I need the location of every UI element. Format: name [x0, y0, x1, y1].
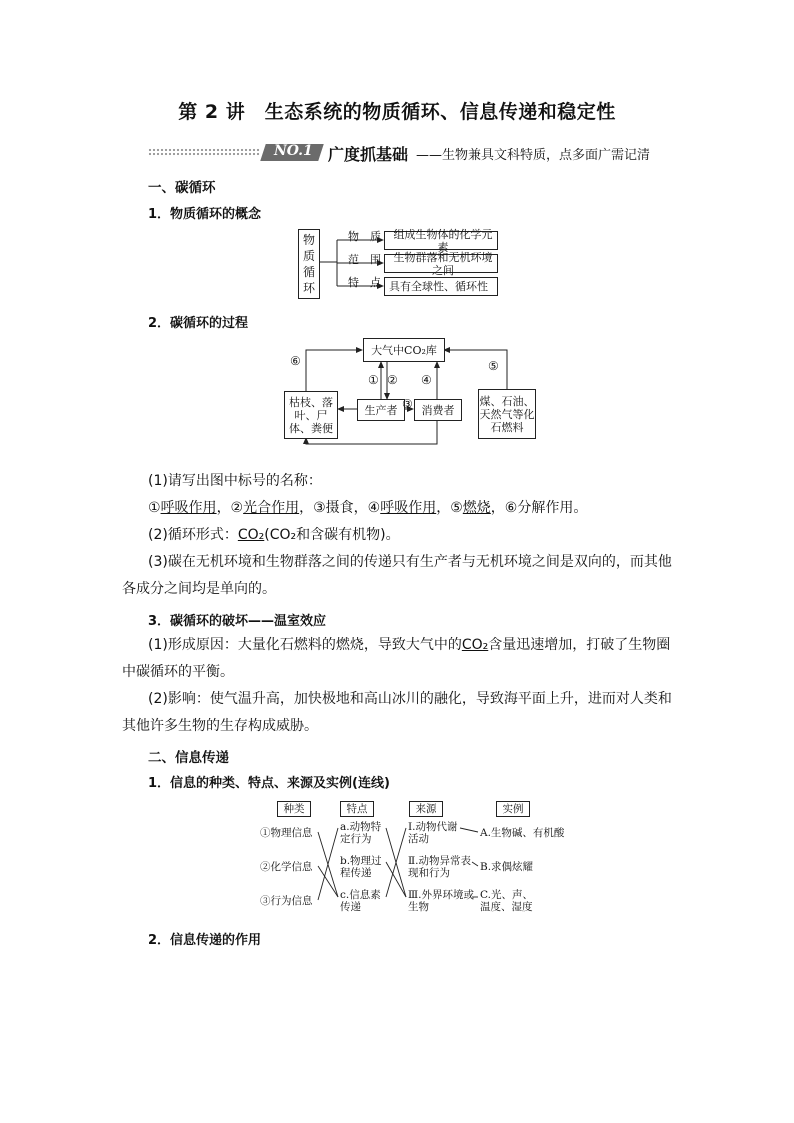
answer-term: 呼吸作用	[160, 500, 217, 516]
subheading-info-types: 1．信息的种类、特点、来源及实例(连线)	[148, 776, 390, 791]
page-title: 第 2 讲 生态系统的物质循环、信息传递和稳定性	[178, 101, 616, 123]
source-item: Ⅲ.外界环境或生物	[408, 889, 474, 913]
concept-label: 特 点	[348, 276, 381, 289]
answer-sep: ，②	[216, 500, 244, 516]
feature-item: a.动物特定行为	[340, 821, 382, 845]
subheading-greenhouse: 3．碳循环的破坏——温室效应	[148, 614, 327, 629]
cause-answer: CO₂	[461, 637, 489, 653]
q2-rest: (CO₂和含碳有机物)。	[264, 527, 400, 543]
mark-3: ③	[402, 397, 413, 411]
kind-item: ①物理信息	[260, 827, 313, 839]
subheading-process: 2．碳循环的过程	[148, 316, 249, 331]
subheading-info-role: 2．信息传递的作用	[148, 933, 262, 948]
section-heading-carbon: 一、碳循环	[148, 180, 216, 196]
cause-prefix: (1)形成原因：大量化石燃料的燃烧，导致大气中的	[148, 637, 462, 653]
concept-char: 环	[302, 281, 315, 295]
answer-sep: ，⑥分解作用。	[490, 500, 588, 516]
effect-paragraph: (2)影响：使气温升高，加快极地和高山冰川的融化，导致海平面上升，进而对人类和其他许多生物的生存构成威胁。	[122, 691, 672, 734]
q2-prefix: (2)循环形式：	[148, 527, 238, 543]
answer-term: 呼吸作用	[380, 500, 437, 516]
concept-label: 范 围	[348, 253, 381, 266]
header-text: 来源	[415, 802, 437, 815]
section-heading-info: 二、信息传递	[148, 750, 229, 766]
cause-rest: 含量迅速增加，打破了生物圈中碳循环的平衡。	[122, 637, 671, 680]
concept-text: 生物群落和无机环境之间	[393, 250, 493, 277]
banner-subtitle: ——生物兼具文科特质，点多面广需记清	[416, 148, 651, 163]
answer-sep: ，③摄食，④	[299, 500, 381, 516]
mark-2: ②	[387, 373, 398, 387]
feature-item: c.信息素传递	[340, 889, 381, 913]
banner-title: 广度抓基础	[328, 145, 409, 164]
feature-item: b.物理过程传递	[340, 855, 382, 879]
concept-char: 质	[302, 249, 315, 263]
banner-tag: NO.1	[274, 143, 313, 159]
atmosphere-label: 大气中CO₂库	[371, 343, 437, 357]
producer-label: 生产者	[364, 403, 398, 417]
concept-char: 循	[302, 265, 315, 279]
question-1: (1)请写出图中标号的名称：	[148, 473, 322, 489]
source-item: Ⅰ.动物代谢活动	[408, 821, 458, 845]
header-text: 特点	[346, 802, 368, 815]
concept-label: 物 质	[348, 230, 381, 243]
question-3: (3)碳在无机环境和生物群落之间的传递只有生产者与无机环境之间是双向的，而其他各成分之间均是单向的。	[122, 554, 672, 597]
mark-5: ⑤	[488, 359, 499, 373]
example-item: B.求偶炫耀	[480, 861, 534, 873]
header-text: 实例	[502, 802, 524, 815]
mark-1: ①	[368, 373, 379, 387]
concept-text: 组成生物体的化学元素	[393, 227, 493, 254]
subheading-concept: 1．物质循环的概念	[148, 207, 262, 222]
answer-sep: ，⑤	[436, 500, 463, 516]
example-item: A.生物碱、有机酸	[480, 827, 565, 839]
answer-term: 光合作用	[243, 500, 300, 516]
concept-char: 物	[302, 233, 315, 247]
q2-answer: CO₂	[237, 527, 265, 543]
answer-term: 燃烧	[462, 500, 491, 516]
remains-label: 枯枝、落叶、尸体、粪便	[289, 395, 333, 435]
concept-text: 具有全球性、循环性	[389, 280, 488, 293]
answer-mark: ①	[148, 500, 161, 516]
header-text: 种类	[283, 802, 305, 815]
mark-6: ⑥	[290, 354, 301, 368]
fuel-label: 煤、石油、天然气等化石燃料	[479, 394, 535, 434]
mark-4: ④	[421, 373, 432, 387]
kind-item: ②化学信息	[260, 861, 313, 873]
source-item: Ⅱ.动物异常表现和行为	[408, 855, 471, 879]
consumer-label: 消费者	[421, 403, 455, 417]
kind-item: ③行为信息	[260, 895, 313, 907]
example-item: C.光、声、温度、湿度	[480, 889, 533, 913]
